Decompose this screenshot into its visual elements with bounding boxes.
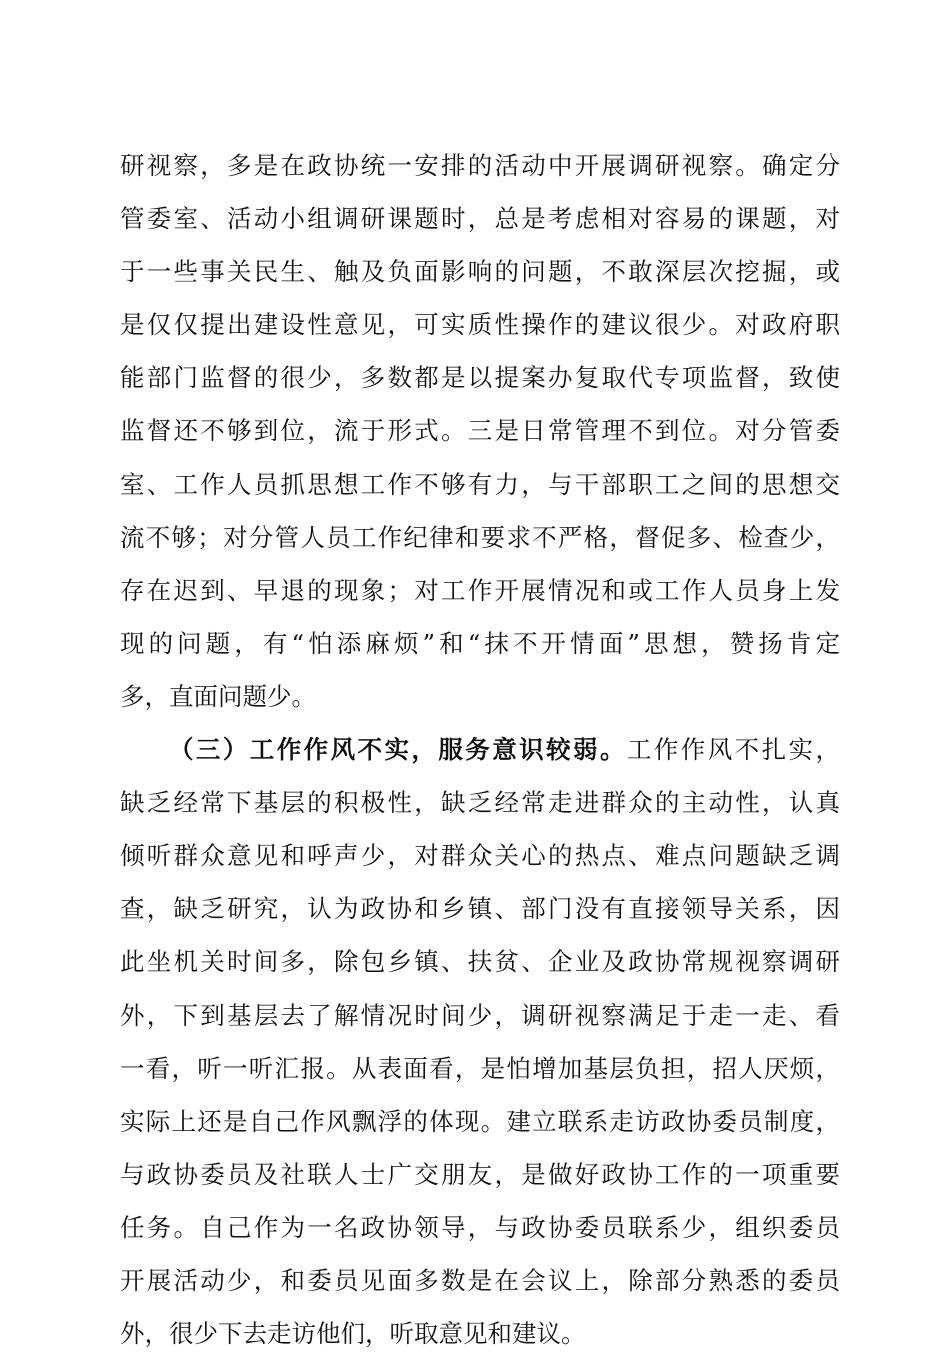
text-line: 实际上还是自己作风飘浮的体现。建立联系走访政协委员制度， — [120, 1106, 840, 1136]
text-line: 管委室、活动小组调研课题时，总是考虑相对容易的课题，对 — [120, 204, 840, 234]
text-line: 多，直面问题少。 — [120, 681, 316, 711]
text-line: 与政协委员及社联人士广交朋友，是做好政协工作的一项重要 — [120, 1159, 840, 1189]
section-3-first-line-text: 工作作风不扎实， — [626, 735, 840, 765]
text-line: 现的问题，有“怕添麻烦”和“抹不开情面”思想，赞扬肯定 — [120, 628, 840, 658]
text-line: 研视察，多是在政协统一安排的活动中开展调研视察。确定分 — [120, 151, 840, 180]
text-line: 能部门监督的很少，多数都是以提案办复取代专项监督，致使 — [120, 363, 840, 393]
text-line: 外，下到基层去了解情况时间少，调研视察满足于走一走、看 — [120, 1000, 840, 1030]
text-line: 是仅仅提出建设性意见，可实质性操作的建议很少。对政府职 — [120, 310, 840, 340]
text-line: 查，缺乏研究，认为政协和乡镇、部门没有直接领导关系，因 — [120, 894, 840, 924]
section-3-first-line — [120, 730, 840, 783]
text-line: 室、工作人员抓思想工作不够有力，与干部职工之间的思想交 — [120, 469, 840, 499]
body-text — [120, 146, 840, 1367]
text-line: 监督还不够到位，流于形式。三是日常管理不到位。对分管委 — [120, 416, 840, 446]
text-line: 存在迟到、早退的现象；对工作开展情况和或工作人员身上发 — [120, 575, 840, 605]
text-line: 开展活动少，和委员见面多数是在会议上，除部分熟悉的委员 — [120, 1265, 840, 1295]
section-3-heading: （三）工作作风不实，服务意识较弱。 — [169, 735, 627, 765]
text-line: 缺乏经常下基层的积极性，缺乏经常走进群众的主动性，认真 — [120, 788, 840, 818]
text-line: 一看，听一听汇报。从表面看，是怕增加基层负担，招人厌烦， — [120, 1053, 840, 1083]
text-line: 倾听群众意见和呼声少，对群众关心的热点、难点问题缺乏调 — [120, 841, 840, 871]
text-line: 于一些事关民生、触及负面影响的问题，不敢深层次挖掘，或 — [120, 257, 840, 287]
text-line: 此坐机关时间多，除包乡镇、扶贫、企业及政协常规视察调研 — [120, 947, 840, 977]
text-line: 任务。自己作为一名政协领导，与政协委员联系少，组织委员 — [120, 1212, 840, 1242]
text-line: 流不够；对分管人员工作纪律和要求不严格，督促多、检查少， — [120, 522, 840, 552]
text-line: 外，很少下去走访他们，听取意见和建议。 — [120, 1319, 586, 1349]
